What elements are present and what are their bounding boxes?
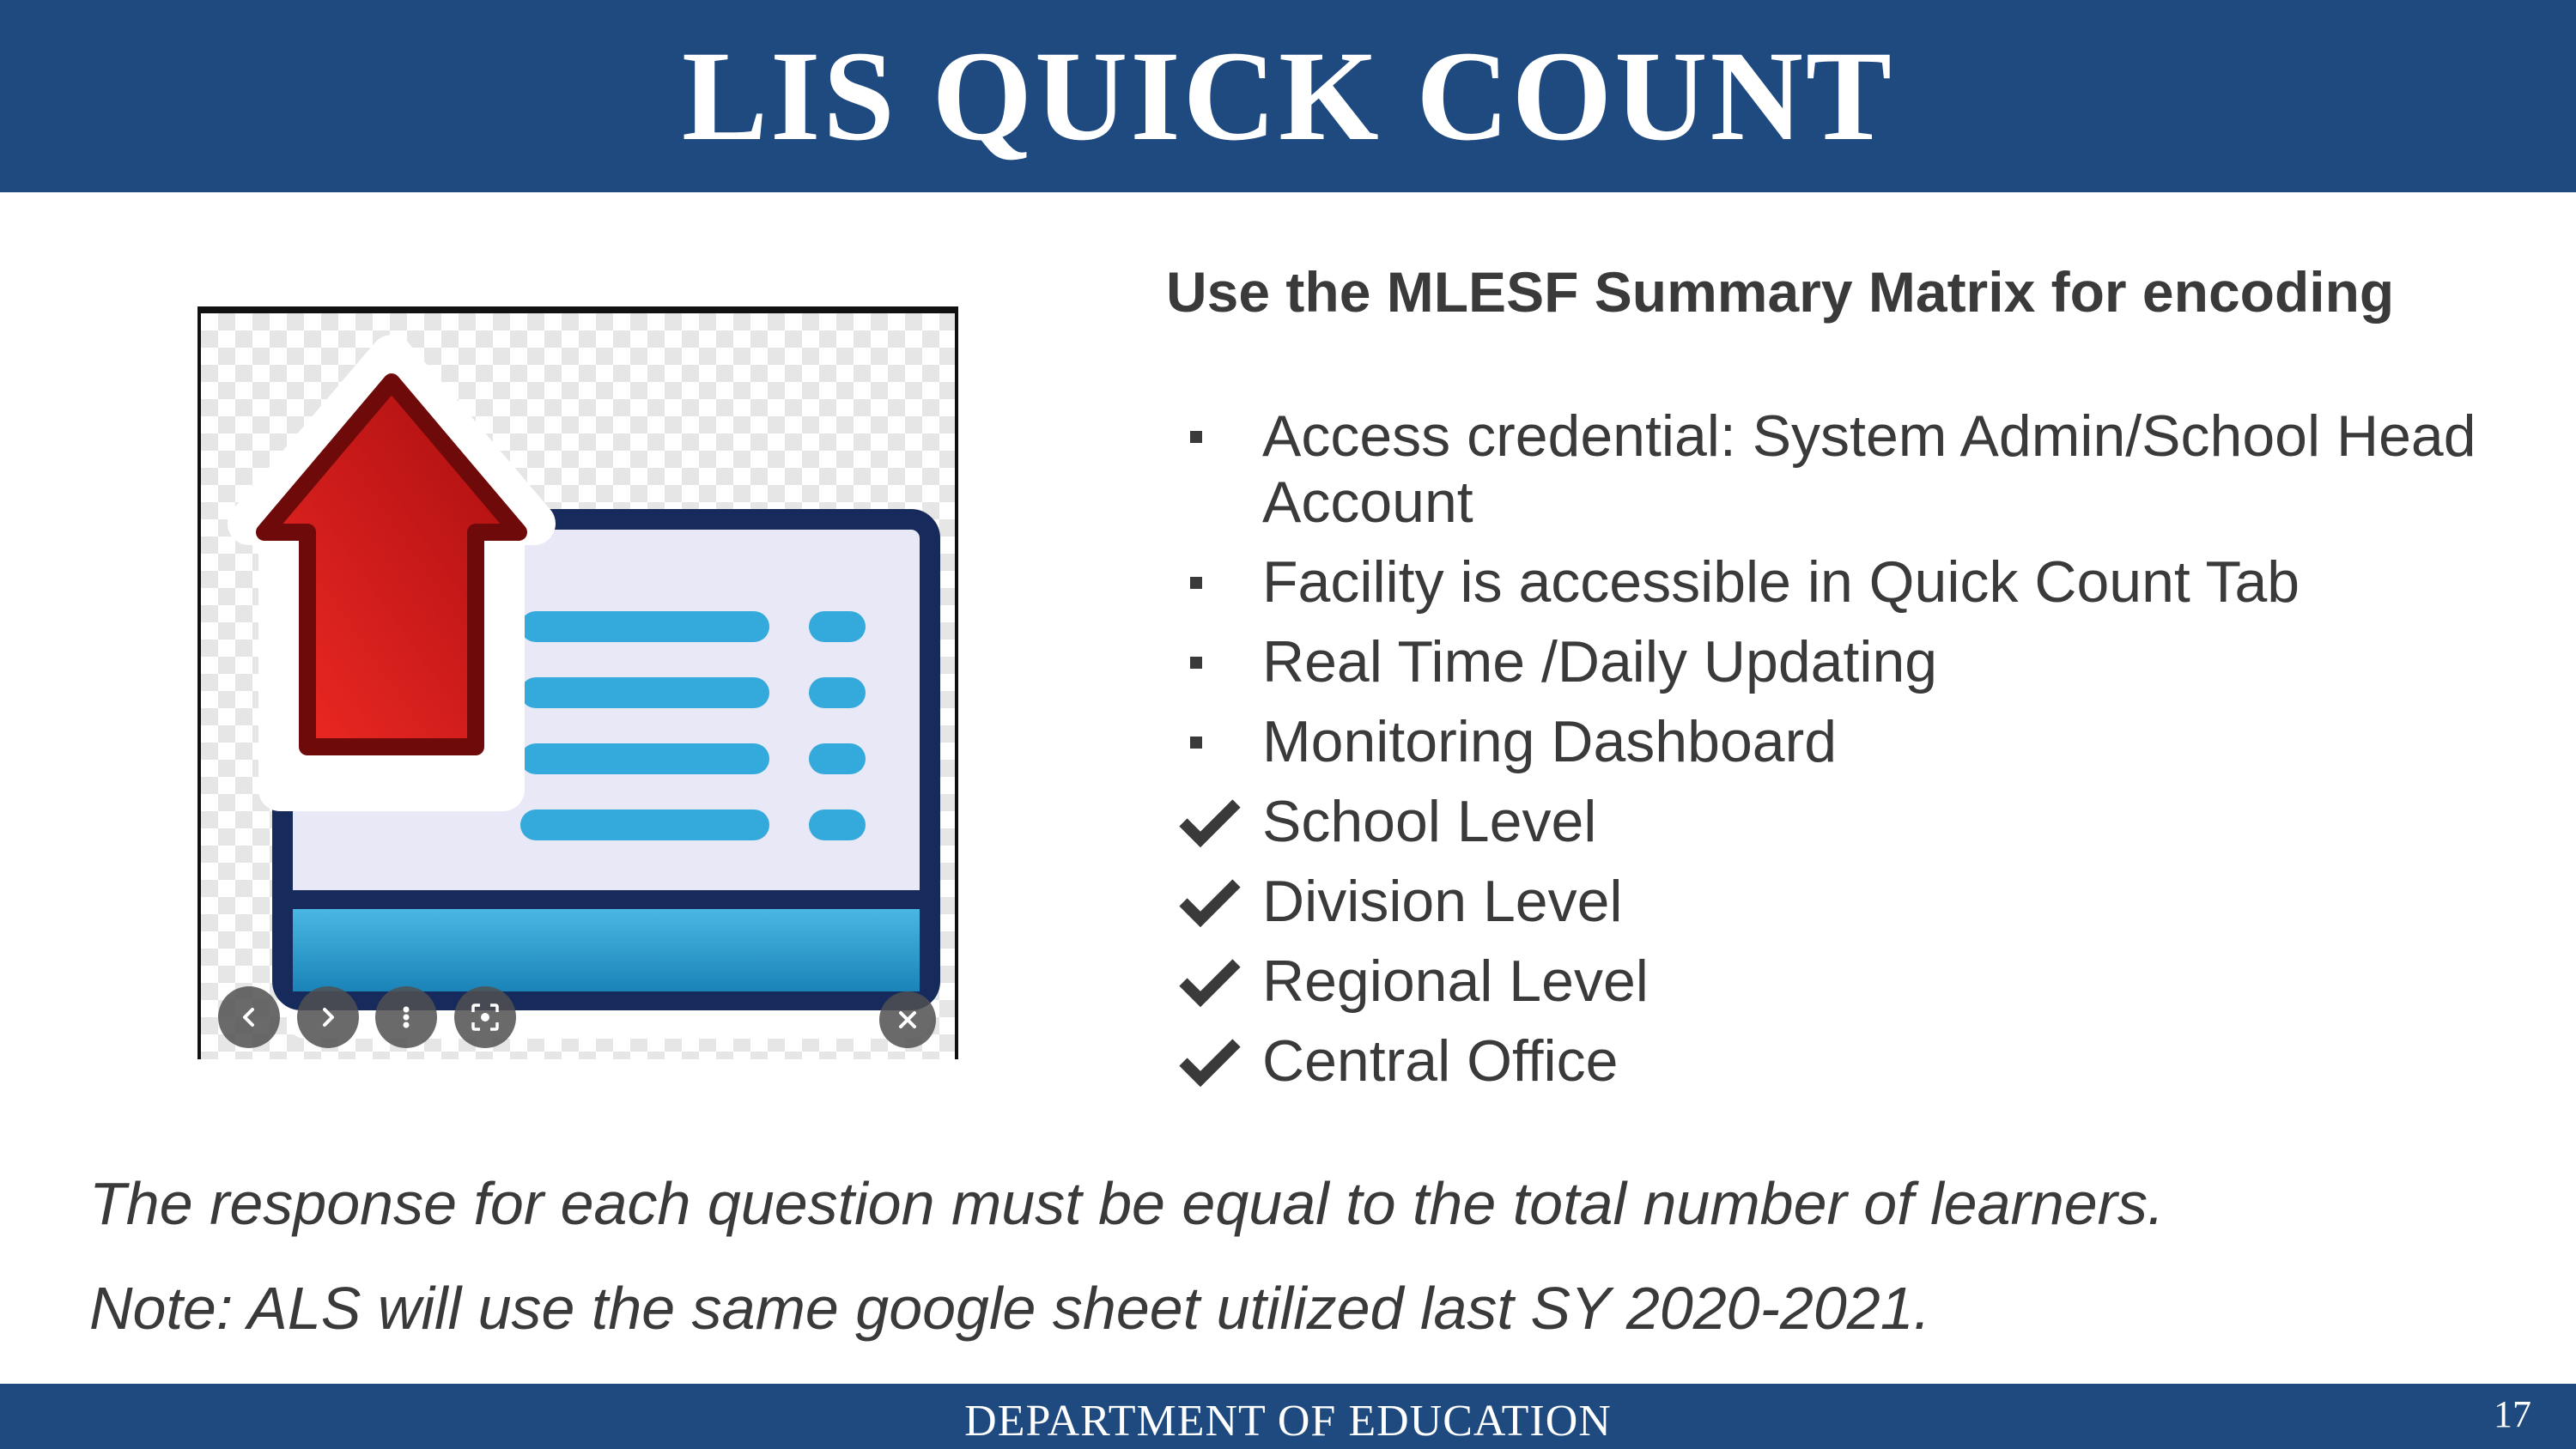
square-bullet-icon	[1178, 403, 1247, 470]
list-item	[1166, 1028, 2540, 1094]
list-item	[1166, 949, 2540, 1015]
upload-document-icon	[201, 313, 958, 1059]
list-item-text: Real Time /Daily Updating	[1262, 629, 1938, 694]
more-options-button[interactable]	[375, 986, 437, 1048]
checkmark-icon	[1178, 789, 1247, 855]
chevron-left-icon	[236, 1004, 262, 1030]
list-item	[1166, 549, 2540, 615]
bullet-list	[1166, 403, 2540, 1108]
previous-image-button[interactable]	[218, 986, 280, 1048]
image-frame	[197, 306, 958, 1059]
als-note: Note: ALS will use the same google sheet utilized last SY 2020-2021.	[89, 1275, 1931, 1342]
list-item	[1166, 629, 2540, 695]
department-name: DEPARTMENT OF EDUCATION	[964, 1397, 1612, 1446]
list-item-text: Regional Level	[1262, 949, 1649, 1014]
list-item	[1166, 869, 2540, 935]
footer-bar	[0, 1384, 2576, 1449]
list-item-text: Central Office	[1262, 1028, 1619, 1094]
list-item-text: Monitoring Dashboard	[1262, 709, 1838, 774]
list-item	[1166, 403, 2540, 536]
checkmark-icon	[1178, 1028, 1247, 1094]
list-item-text: School Level	[1262, 789, 1597, 854]
close-icon	[896, 1008, 920, 1032]
list-item	[1166, 789, 2540, 855]
lens-icon	[470, 1002, 501, 1033]
list-item-text: Facility is accessible in Quick Count Tab	[1262, 549, 2300, 615]
next-image-button[interactable]	[297, 986, 359, 1048]
square-bullet-icon	[1178, 709, 1247, 775]
response-note: The response for each question must be equal to the total number of learners.	[89, 1170, 2165, 1237]
title-banner	[0, 0, 2576, 192]
list-item	[1166, 709, 2540, 775]
square-bullet-icon	[1178, 549, 1247, 615]
checkmark-icon	[1178, 869, 1247, 935]
checkmark-icon	[1178, 949, 1247, 1015]
section-heading: Use the MLESF Summary Matrix for encoding	[1166, 260, 2395, 324]
slide-title: LIS QUICK COUNT	[682, 25, 1894, 167]
square-bullet-icon	[1178, 629, 1247, 695]
list-item-text: Access credential: System Admin/School Head Account	[1262, 403, 2476, 535]
more-vertical-icon	[393, 1004, 419, 1030]
page-number: 17	[2494, 1393, 2531, 1435]
close-image-button[interactable]	[879, 991, 936, 1048]
lens-search-button[interactable]	[454, 986, 516, 1048]
chevron-right-icon	[315, 1004, 341, 1030]
list-item-text: Division Level	[1262, 869, 1623, 934]
